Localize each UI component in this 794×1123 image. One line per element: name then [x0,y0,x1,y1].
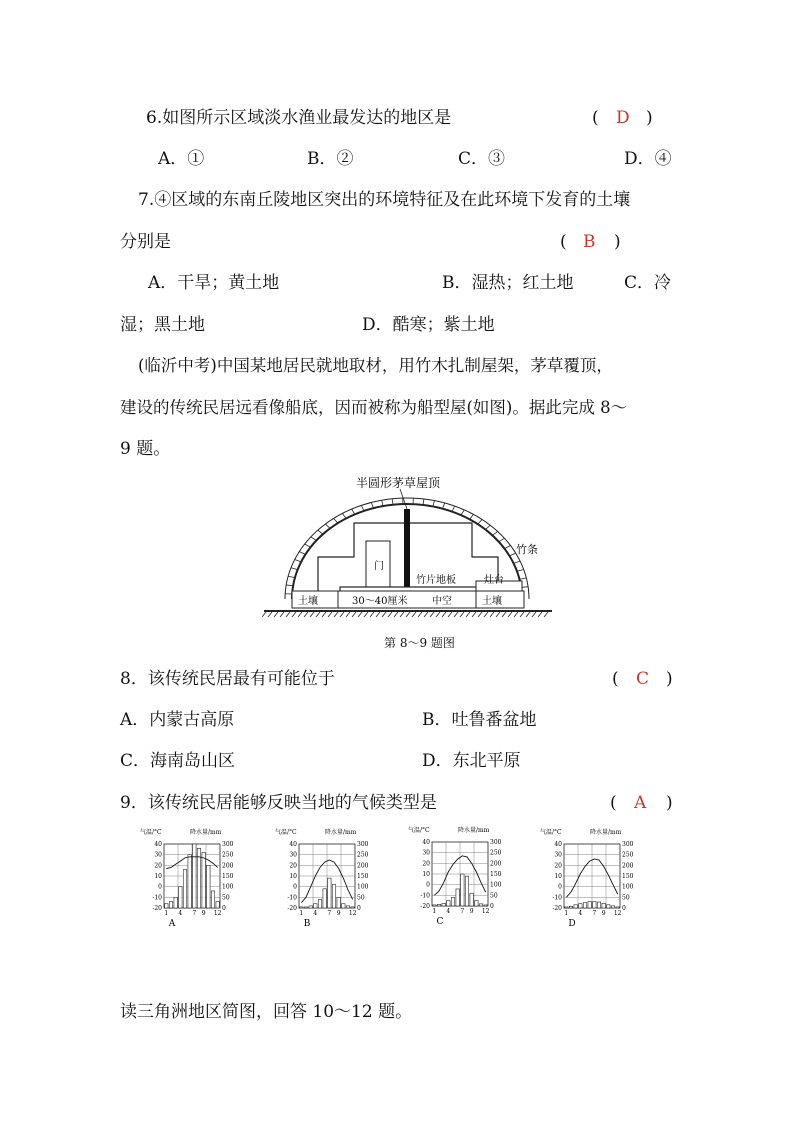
precip-tick: 100 [222,883,234,891]
precip-bar [461,874,464,906]
precip-bar [193,844,196,908]
q7-option-a: A．干旱；黄土地 [148,273,280,293]
q7-option-c: C．冷 [624,273,672,293]
precip-bar [433,905,436,906]
month-tick: 4 [313,910,318,917]
q7-option-c-cont: 湿；黑土地 [120,315,205,335]
roof-label: 半圆形茅草屋顶 [356,476,441,490]
q8-paren-close: ) [666,669,673,689]
precip-tick: 100 [357,883,369,891]
temp-tick: 20 [422,860,430,868]
temp-tick: 20 [289,862,297,870]
precip-axis-label: 降水量/mm [458,827,490,834]
precip-axis-label: 降水量/mm [590,829,622,836]
temp-tick: 30 [289,851,297,859]
precip-bar [465,876,468,906]
month-tick: 7 [592,910,597,917]
precip-bar [337,897,340,908]
precip-tick: 150 [222,873,234,880]
month-tick: 1 [564,910,569,917]
door-label: 门 [374,561,384,572]
soil-left-label: 土壤 [298,596,318,607]
precip-bar [183,870,186,908]
precip-tick: 300 [490,839,502,846]
precip-bar [451,897,454,906]
month-tick: 4 [446,908,451,915]
precip-bar [318,899,321,908]
precip-bar [179,887,182,908]
month-tick: 12 [348,910,357,917]
precip-bar [216,902,219,908]
q8-option-a: A．内蒙古高原 [120,710,235,730]
temp-tick: 0 [293,883,297,891]
precip-bar [456,889,459,906]
precip-bar [597,902,600,908]
month-tick: 1 [432,908,437,915]
precip-bar [323,889,326,908]
precip-tick: 100 [622,883,634,891]
temp-tick: -20 [552,905,562,912]
precip-tick: 200 [357,862,369,870]
q7-stem-line1: 7.④区域的东南丘陵地区突出的环境特征及在此环境下发育的土壤 [138,190,631,210]
precip-tick: 150 [622,873,634,880]
q7-option-d: D．酷寒；紫土地 [362,315,495,335]
month-tick: 9 [336,910,341,917]
q8-paren-open: ( [612,669,619,689]
temp-tick: 20 [154,862,162,870]
precip-bar [332,885,335,908]
q9-stem: 9．该传统民居能够反映当地的气候类型是 [120,793,437,813]
precip-tick: 200 [222,862,234,870]
precip-bar [569,906,572,908]
q8-option-c: C．海南岛山区 [120,751,236,771]
boat-house-diagram [262,475,554,620]
q6-paren-close: ) [646,108,653,128]
q9-paren-close: ) [666,793,673,813]
precip-bar [314,904,317,908]
precip-tick: 300 [357,841,369,848]
precip-bar [342,904,345,908]
month-tick: 12 [481,908,490,915]
precip-bar [583,903,586,908]
precip-bar [309,906,312,908]
q8-option-b: B．吐鲁番盆地 [422,710,537,730]
temp-tick: 40 [289,841,297,848]
precip-tick: 100 [490,881,502,889]
passage-line2: 建设的传统民居远看像船底，因而被称为船型屋(如图)。据此完成 8～ [120,398,628,417]
temp-tick: -20 [420,903,430,910]
precip-tick: 150 [357,873,369,880]
precip-bar [588,902,591,908]
temp-tick: 20 [554,862,562,870]
precip-bar [437,904,440,906]
q7-paren-close: ) [614,232,621,252]
month-tick: 9 [201,910,206,917]
q6-option-c: C．③ [458,149,506,169]
month-tick: 1 [164,910,169,917]
precip-bar [607,905,610,908]
q6-paren-open: ( [592,108,599,128]
temp-tick: -10 [287,894,297,902]
q7-answer: B [583,232,596,252]
bamboo-label: 竹条 [516,543,538,556]
temp-tick: -20 [152,905,162,912]
climate-charts [140,826,640,950]
precip-bar [475,901,478,906]
month-tick: 9 [469,908,474,915]
passage2: 读三角洲地区简图，回答 10～12 题。 [120,1002,413,1022]
passage-line1: (临沂中考)中国某地居民就地取材，用竹木扎制屋架，茅草覆顶， [138,356,613,375]
precip-bar [593,902,596,908]
precip-bar [574,905,577,908]
q6-answer: D [616,108,630,128]
hollow-label: 中空 [432,596,452,607]
climate-chart-D [540,828,634,929]
temp-tick: 30 [154,851,162,859]
temp-tick: -10 [420,892,430,900]
temp-tick: -10 [152,894,162,902]
q9-answer: A [634,793,647,813]
precip-tick: 250 [357,851,369,859]
q7-paren-open: ( [560,232,567,252]
precip-bar [202,853,205,908]
precip-bar [174,897,177,908]
precip-tick: 300 [622,841,634,848]
precip-bar [351,907,354,908]
precip-tick: 200 [490,860,502,868]
temp-tick: 10 [289,873,297,880]
precip-tick: 300 [222,841,234,848]
precip-tick: 250 [490,849,502,857]
temp-axis-label: 气温/°C [140,829,162,836]
precip-bar [479,904,482,906]
climate-chart-A [140,828,234,929]
chart-label: D [568,919,576,929]
precip-bar [304,907,307,908]
precip-tick: 50 [222,894,230,902]
temp-axis-label: 气温/°C [408,827,430,834]
precip-bar [565,907,568,908]
precip-bar [447,901,450,906]
q6-option-b: B．② [307,149,354,169]
temp-tick: 40 [422,839,430,846]
precip-tick: 250 [222,851,234,859]
precip-bar [211,891,214,908]
climate-chart-C [408,826,502,927]
precip-tick: 200 [622,862,634,870]
precip-bar [165,904,168,908]
month-tick: 12 [213,910,222,917]
chart-label: C [436,917,444,927]
precip-tick: 0 [357,905,361,912]
stove-label: 灶台 [484,575,504,586]
chart-label: B [303,919,311,929]
temp-tick: -20 [287,905,297,912]
q9-paren-open: ( [610,793,617,813]
precip-axis-label: 降水量/mm [190,829,222,836]
precip-bar [611,906,614,908]
precip-tick: 50 [622,894,630,902]
precip-bar [346,906,349,908]
month-tick: 9 [601,910,606,917]
temp-tick: -10 [552,894,562,902]
figure-caption: 第 8～9 题图 [384,636,455,650]
precip-bar [169,902,172,908]
precip-bar [579,904,582,908]
temp-tick: 10 [422,871,430,878]
temp-tick: 10 [554,873,562,880]
month-tick: 4 [178,910,183,917]
chart-label: A [168,919,176,929]
q6-stem: 6.如图所示区域淡水渔业最发达的地区是 [146,108,452,128]
temp-tick: 0 [558,883,562,891]
precip-tick: 50 [357,894,365,902]
precip-bar [207,865,210,908]
month-tick: 7 [327,910,332,917]
temp-tick: 0 [426,881,430,889]
temp-tick: 10 [154,873,162,880]
precip-bar [442,903,445,906]
precip-bar [300,907,303,908]
precip-tick: 150 [490,871,502,878]
precip-bar [188,855,191,908]
precip-bar [602,903,605,908]
height-label: 30～40厘米 [352,596,408,607]
q8-option-d: D．东北平原 [422,751,521,771]
temp-axis-label: 气温/°C [275,829,297,836]
month-tick: 7 [460,908,465,915]
month-tick: 12 [613,910,622,917]
precip-tick: 250 [622,851,634,859]
temp-tick: 30 [422,849,430,857]
soil-right-label: 土壤 [482,596,502,607]
precip-bar [470,893,473,906]
precip-axis-label: 降水量/mm [325,829,357,836]
temp-tick: 40 [554,841,562,848]
precip-bar [328,878,331,908]
temp-tick: 40 [154,841,162,848]
q8-stem: 8．该传统民居最有可能位于 [120,669,335,689]
q6-option-a: A．① [158,149,205,169]
temp-axis-label: 气温/°C [540,829,562,836]
precip-bar [484,905,487,906]
q6-option-d: D．④ [624,149,672,169]
month-tick: 7 [192,910,197,917]
precip-tick: 0 [622,905,626,912]
month-tick: 4 [578,910,583,917]
q7-stem-line2: 分别是 [120,232,171,252]
q7-option-b: B．湿热；红土地 [442,273,574,293]
precip-tick: 50 [490,892,498,900]
temp-tick: 30 [554,851,562,859]
month-tick: 1 [299,910,304,917]
q8-answer: C [636,669,650,689]
precip-tick: 0 [490,903,494,910]
precip-tick: 0 [222,905,226,912]
climate-chart-B [275,828,369,929]
floor-label: 竹片地板 [416,575,456,586]
passage-line3: 9 题。 [120,439,171,459]
temp-tick: 0 [158,883,162,891]
precip-bar [616,907,619,908]
